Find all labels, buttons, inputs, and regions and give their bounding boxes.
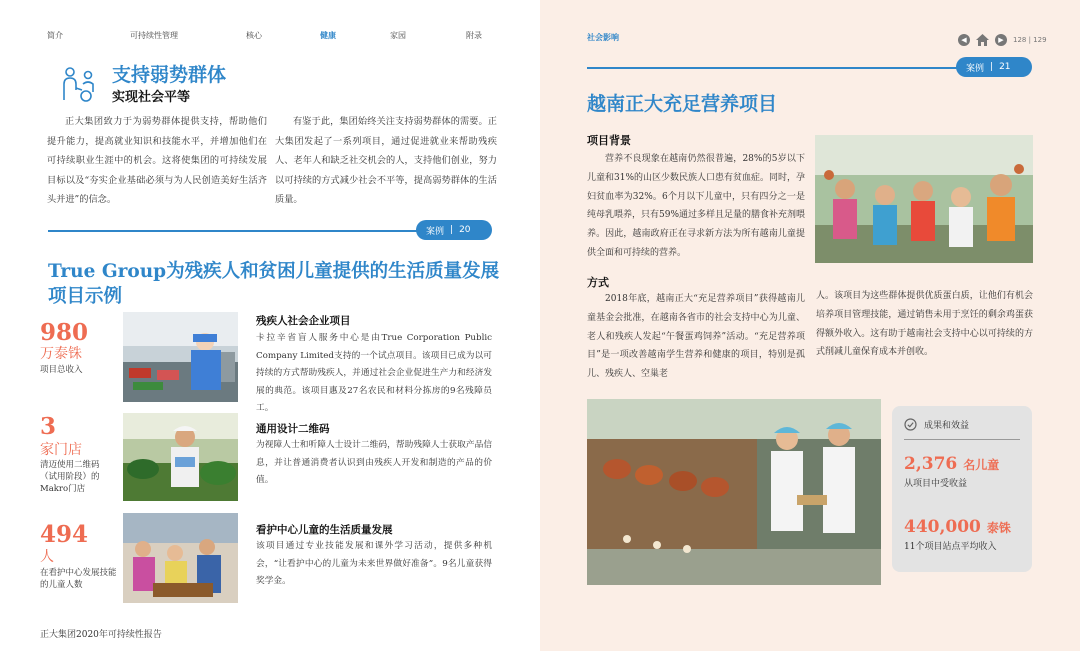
forward-arrow-icon[interactable]: ▶ (995, 34, 1007, 46)
case-divider (587, 67, 977, 69)
stat-unit: 万泰铢 (40, 346, 82, 362)
people-support-icon (60, 66, 100, 102)
outcome-heading: 成果和效益 (924, 421, 970, 431)
stat-description: 在看护中心发展技能的儿童人数 (40, 568, 117, 590)
section-title: 支持弱势群体 (112, 64, 227, 86)
outcome-description: 从项目中受收益 (904, 479, 968, 489)
vegetable-farmer-photo (123, 413, 238, 501)
outcome-divider (904, 439, 1020, 440)
background-heading: 项目背景 (587, 134, 631, 147)
stat-number: 980 (40, 319, 89, 346)
project-title: 越南正大充足营养项目 (587, 93, 778, 115)
stat-description: 项目总收入 (40, 365, 83, 375)
stat-unit: 家门店 (40, 442, 82, 458)
children-activity-photo (123, 513, 238, 603)
method-text-left: 2018年底，越南正大“充足营养项目”获得越南儿童基金会批准，在越南各省市的社会支持中心为儿童、老人和残疾人发起“午餐蛋鸡饲养”活动。“充足营养项目”是一项改善越南学生营养和健康的项目，特别是孤儿、残疾人、空巢老 (587, 294, 805, 380)
right-page (540, 0, 1080, 651)
chicken-farm-photo (587, 399, 881, 585)
nav-item-health[interactable]: 健康 (320, 31, 336, 40)
check-circle-icon (904, 418, 917, 431)
nav-item-appendix[interactable]: 附录 (466, 31, 482, 40)
outcome-number: 440,000 泰铢 (904, 517, 1011, 537)
case-badge-21: 案例 | 21 (956, 57, 1032, 77)
item-title: 残疾人社会企业项目 (256, 315, 351, 327)
stat-number: 494 (40, 521, 89, 548)
case-label: 案例 (426, 226, 445, 237)
case-main-title: True Group为残疾人和贫困儿童提供的生活质量发展项目示例 (48, 261, 500, 307)
case-divider (48, 230, 428, 232)
nav-item-intro[interactable]: 简介 (47, 31, 63, 40)
item-text: 为视障人士和听障人士设计二维码，帮助残障人士获取产品信息，并让普通消费者认识到由残疾人开发和制造的产品的价值。 (256, 440, 492, 485)
item-title: 通用设计二维码 (256, 423, 330, 435)
section-label: 社会影响 (587, 33, 619, 42)
intro-paragraph-left: 正大集团致力于为弱势群体提供支持，帮助他们提升能力，提高就业知识和技能水平，并增加他们在可持续职业生涯中的机会。这将使集团的可持续发展目标以及“夯实企业基础必须与为人民创造美好生活齐头并进”的信念。 (47, 116, 267, 206)
home-icon[interactable] (976, 34, 989, 46)
item-text: 卡拉辛省盲人服务中心是由True Corporation Public Company Limited支持的一个试点项目。该项目已成为以可持续的方式帮助残疾人，并通过社会企业促进生产力和经济发展的典范。该项目惠及27名农民和材料分拣房的9名残障员工。 (256, 333, 492, 413)
method-heading: 方式 (587, 276, 609, 289)
stat-number: 3 (40, 413, 57, 440)
section-subtitle: 实现社会平等 (112, 90, 191, 105)
case-number: 21 (999, 62, 1011, 72)
report-footer: 正大集团2020年可持续性报告 (40, 630, 162, 640)
nav-item-home[interactable]: 家园 (390, 31, 406, 40)
intro-paragraph-right: 有鉴于此，集团始终关注支持弱势群体的需要。正大集团发起了一系列项目，通过促进就业来帮助残疾人、老年人和缺乏社交机会的人，支持他们创业，努力以可持续的方式减少社会不平等，提高弱势群体的生活质量。 (275, 116, 497, 206)
workshop-photo (123, 312, 238, 402)
back-arrow-icon[interactable]: ◀ (958, 34, 970, 46)
outcome-card (892, 406, 1032, 572)
nav-item-sustainability[interactable]: 可持续性管理 (130, 31, 178, 40)
children-eggs-photo (815, 135, 1033, 263)
item-text: 该项目通过专业技能发展和课外学习活动，提供多种机会，“让看护中心的儿童为未来世界做好准备”。9名儿童获得奖学金。 (256, 541, 492, 586)
page-navigation (958, 34, 1047, 46)
page-numbers: 128 | 129 (1013, 36, 1047, 44)
method-text-right: 人。该项目为这些群体提供优质蛋白质，让他们有机会培养项目管理技能，通过销售未用于烹饪的剩余鸡蛋获得额外收入。这有助于越南社会支持中心以可持续的方式削减儿童保育成本并创收。 (816, 291, 1033, 358)
stat-unit: 人 (40, 549, 54, 565)
nav-item-core[interactable]: 核心 (246, 31, 262, 40)
stat-description: 清迈使用二维码（试用阶段）的Makro门店 (40, 460, 100, 494)
case-label: 案例 (966, 63, 985, 74)
background-text: 营养不良现象在越南仍然很普遍，28%的5岁以下儿童和31%的山区少数民族人口患有贫血症。同时，孕妇贫血率为32%。6个月以下儿童中，只有四分之一是纯母乳喂养，只有59%通过多样且足量的膳食补充剂喂养。因此，越南政府正在寻求新方法为所有越南儿童提供全面和可持续的营养。 (587, 154, 806, 258)
outcome-number: 2,376 名儿童 (904, 454, 1000, 474)
item-title: 看护中心儿童的生活质量发展 (256, 524, 393, 536)
case-badge-20: 案例 | 20 (416, 220, 492, 240)
outcome-description: 11个项目站点平均收入 (904, 542, 997, 552)
case-number: 20 (459, 225, 471, 235)
